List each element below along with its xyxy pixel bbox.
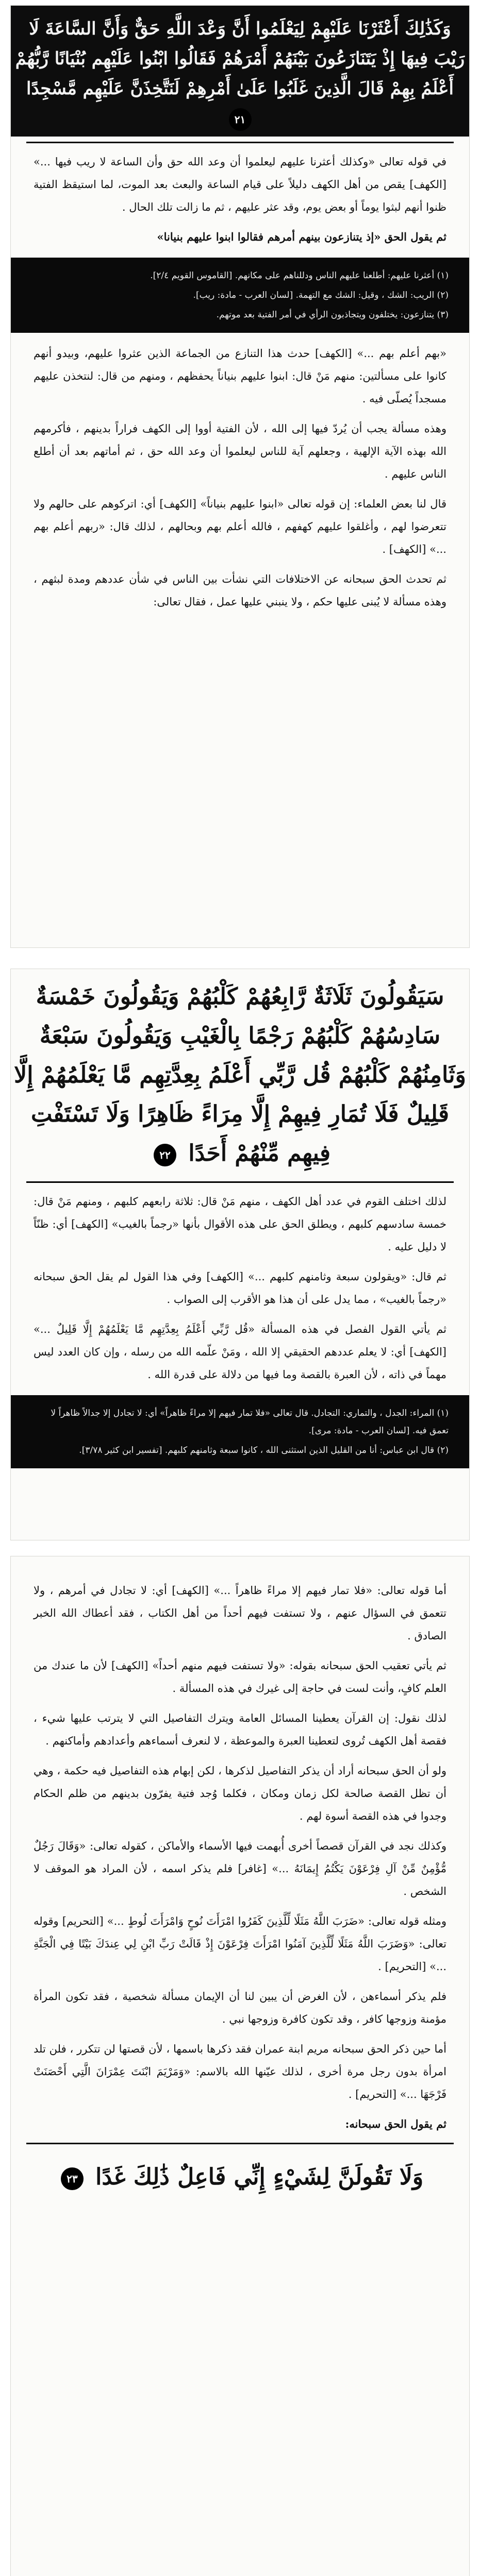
quran-verse-block [11,2149,469,2200]
paragraph: أما قوله تعالى: «فلا تمار فيهم إلا مراءً ظاهراً ...» [الكهف] أي: لا تجادل في أمرهم ، ولا تتعمق في السؤال عنهم ، ولا تستفت فيهم أحداً من أهل الكتاب ، فقد أعطاك الله الخبر الصادق . [34,1584,446,1642]
divider [26,1181,454,1183]
footnote: (٢) الريب: الشك ، وقيل: الشك مع التهمة. [لسان العرب - مادة: ريب]. [193,290,449,300]
paragraph: قال لنا بعض العلماء: إن قوله تعالى «ابنوا عليهم بنياناً» [الكهف] أي: اتركوهم على حالهم ولا تتعرضوا لهم ، وأغلقوا عليهم كهفهم ، فالله أعلم بهم وبحالهم ، لذلك قال: «ربهم أعلم بهم ...» [الكهف] . [34,498,446,555]
paragraph: وكذلك نجد في القرآن قصصاً أخرى أُبهمت فيها الأسماء والأماكن ، كقوله تعالى: «وَقَالَ رَجُلٌ مُّؤْمِنٌ مِّنْ آلِ فِرْعَوْنَ يَكْتُمُ إِيمَانَهُ ...» [غافر] فلم يذكر اسمه ، لأن المراد هو الموقف لا الشخص . [34,1840,446,1897]
paragraph: لذلك اختلف القوم في عدد أهل الكهف ، منهم مَنْ قال: ثلاثة رابعهم كلبهم ، ومنهم مَنْ قال: خمسة سادسهم كلبهم ، ويطلق الحق على هذه الأقوال بأنها «رجماً بالغيب» [الكهف] أي: ظنّاً لا دليل عليه . [34,1195,446,1253]
footnotes-block [11,1395,469,1468]
tafsir-page-1 [10,5,470,948]
paragraph: لذلك نقول: إن القرآن يعطينا المسائل العامة ويترك التفاصيل التي لا يترتب عليها شيء ، فقصة أهل الكهف تُروى لتعطينا العبرة والموعظة ، لا لنعرف أسماءهم وأعدادهم وأماكنهم . [34,1712,446,1747]
paragraph: «بهم أعلم بهم ...» [الكهف] حدث هذا التنازع من الجماعة الذين عثروا عليهم، وبيدو أنهم كانوا على مسألتين: منهم مَنْ قال: ابنوا عليهم بنياناً يحفظهم ، ومنهم من قال: لنتخذن عليهم مسجداً يُصلّى فيه . [34,347,446,405]
divider [26,142,454,143]
tafsir-page-2 [10,969,470,1540]
paragraph: وهذه مسألة يجب أن يُردّ فيها إلى الله ، لأن الفتية أووا إلى الكهف فراراً بدينهم ، فأكرمهم الله بهذه الآية الإلهية ، وجعلهم آية للناس ليعلموا أن وعد الله حق ، ثم أماتهم بعد أن أطلع الناس عليهم . [34,422,446,480]
paragraph: ثم يأتي تعقيب الحق سبحانه بقوله: «ولا تستفت فيهم منهم أحداً» [الكهف] لأن ما عندك من العلم كافٍ، وأنت لست في حاجة إلى غيرك في هذه المسألة . [34,1659,446,1694]
paragraph: ثم يأتي القول الفصل في هذه المسألة «قُل رَّبِّي أَعْلَمُ بِعِدَّتِهِم مَّا يَعْلَمُهُمْ إِلَّا قَلِيلٌ ...» [الكهف] أي: لا يعلم عددهم الحقيقي إلا الله ، ومَنْ علّمه الله من رسله ، وإن كان العدد ليس مهماً في ذاته ، لأن العبرة بالقصة وما فيها من دلالة على قدرة الله . [34,1323,446,1381]
divider [26,2143,454,2144]
verse-text: وَكَذَٰلِكَ أَعْثَرْنَا عَلَيْهِمْ لِيَعْلَمُوا أَنَّ وَعْدَ اللَّهِ حَقٌّ وَأَنَّ السَّاعَةَ لَا رَيْبَ فِيهَا إِذْ يَتَنَازَعُونَ بَيْنَهُمْ أَمْرَهُمْ فَقَالُوا ابْنُوا عَلَيْهِم بُنْيَانًا رَّبُّهُمْ أَعْلَمُ بِهِمْ قَالَ الَّذِينَ غَلَبُوا عَلَىٰ أَمْرِهِمْ لَنَتَّخِذَنَّ عَلَيْهِم مَّسْجِدًا [15,19,465,99]
paragraph: ومثله قوله تعالى: «ضَرَبَ اللَّهُ مَثَلًا لِّلَّذِينَ كَفَرُوا امْرَأَتَ نُوحٍ وَامْرَأَتَ لُوطٍ ...» [التحريم] وقوله تعالى: «وَضَرَبَ اللَّهُ مَثَلًا لِّلَّذِينَ آمَنُوا امْرَأَتَ فِرْعَوْنَ إِذْ قَالَتْ رَبِّ ابْنِ لِي عِندَكَ بَيْتًا فِي الْجَنَّةِ ...» [التحريم] . [34,1915,446,1973]
paragraph: ولو أن الحق سبحانه أراد أن يذكر التفاصيل لذكرها ، لكن إبهام هذه التفاصيل فيه حكمة ، وهي أن تظل القصة صالحة لكل زمان ومكان ، فكلما وُجد فتية يفرّون بدينهم من ظلم الحكام وجدوا في هذه القصة أسوة لهم . [34,1765,446,1822]
verse-text: وَلَا تَقُولَنَّ لِشَيْءٍ إِنِّي فَاعِلٌ ذَٰلِكَ غَدًا [95,2164,424,2190]
verse-number: ٢١ [229,108,252,131]
footnote: (٢) قال ابن عباس: أنا من القليل الذين استثنى الله ، كانوا سبعة وثامنهم كلبهم. [تفسير ابن كثير ٣/٧٨]. [79,1445,449,1455]
footnote: (٣) يتنازعون: يختلفون ويتجاذبون الرأي في أمر الفتية بعد موتهم. [216,310,449,320]
tafsir-page-3 [10,1556,470,2576]
footnote: (١) أعثرنا عليهم: أطلعنا عليهم الناس ودللناهم على مكانهم. [القاموس القويم ٢/٤]. [150,270,449,281]
quran-verse-block [11,969,469,1176]
paragraph: في قوله تعالى «وكذلك أعثرنا عليهم ليعلموا أن وعد الله حق وأن الساعة لا ريب فيها ...» [الكهف] يقص من أهل الكهف دليلاً على قيام الساعة والبعث بعد الموت، لما استيقظ الفتية ظنوا أنهم لبثوا يوماً أو بعض يوم، وقد عثر عليهم ، ثم ما زالت تلك الحال . [34,156,446,213]
footnote: (١) المراء: الجدل ، والتماري: التجادل. قال تعالى «فلا تمار فيهم إلا مراءً ظاهراً» أي: لا تجادل إلا جدالاً ظاهراً لا تعمق فيه. [لسان العرب - مادة: مرى]. [51,1408,449,1436]
verse-number: ٢٣ [61,2167,84,2190]
paragraph: فلم يذكر أسماءهن ، لأن الغرض أن يبين لنا أن الإيمان مسألة شخصية ، فقد تكون المرأة مؤمنة وزوجها كافر ، وقد تكون كافرة وزوجها نبي . [34,1990,446,2025]
footnotes-block [11,258,469,333]
verse-text: سَيَقُولُونَ ثَلَاثَةٌ رَّابِعُهُمْ كَلْبُهُمْ وَيَقُولُونَ خَمْسَةٌ سَادِسُهُمْ كَلْبُهُمْ رَجْمًا بِالْغَيْبِ وَيَقُولُونَ سَبْعَةٌ وَثَامِنُهُمْ كَلْبُهُمْ قُل رَّبِّي أَعْلَمُ بِعِدَّتِهِم مَّا يَعْلَمُهُمْ إِلَّا قَلِيلٌ فَلَا تُمَارِ فِيهِمْ إِلَّا مِرَاءً ظَاهِرًا وَلَا تَسْتَفْتِ فِيهِم مِّنْهُمْ أَحَدًا [14,984,466,1166]
paragraph: ثم قال: «ويقولون سبعة وثامنهم كلبهم ...» [الكهف] وفي هذا القول لم يقل الحق سبحانه «رجماً بالغيب» ، مما يدل على أن هذا هو الأقرب إلى الصواب . [34,1270,446,1306]
paragraph: ثم يقول الحق «إذ يتنازعون بينهم أمرهم فقالوا ابنوا عليهم بنيانا» [157,230,446,243]
verse-number: ٢٢ [154,1144,176,1166]
paragraph: أما حين ذكر الحق سبحانه مريم ابنة عمران فقد ذكرها باسمها ، لأن قصتها لن تتكرر ، فلن تلد امرأة بدون رجل مرة أخرى ، لذلك عيّنها الله بالاسم: «وَمَرْيَمَ ابْنَتَ عِمْرَانَ الَّتِي أَحْصَنَتْ فَرْجَهَا ...» [التحريم] . [34,2043,446,2100]
paragraph: ثم يقول الحق سبحانه: [345,2117,446,2130]
paragraph: ثم تحدث الحق سبحانه عن الاختلافات التي نشأت بين الناس في شأن عددهم ومدة لبثهم ، وهذه مسألة لا يُبنى عليها حكم ، ولا ينبني عليها عمل ، فقال تعالى: [34,573,446,608]
quran-verse-block [11,6,469,137]
